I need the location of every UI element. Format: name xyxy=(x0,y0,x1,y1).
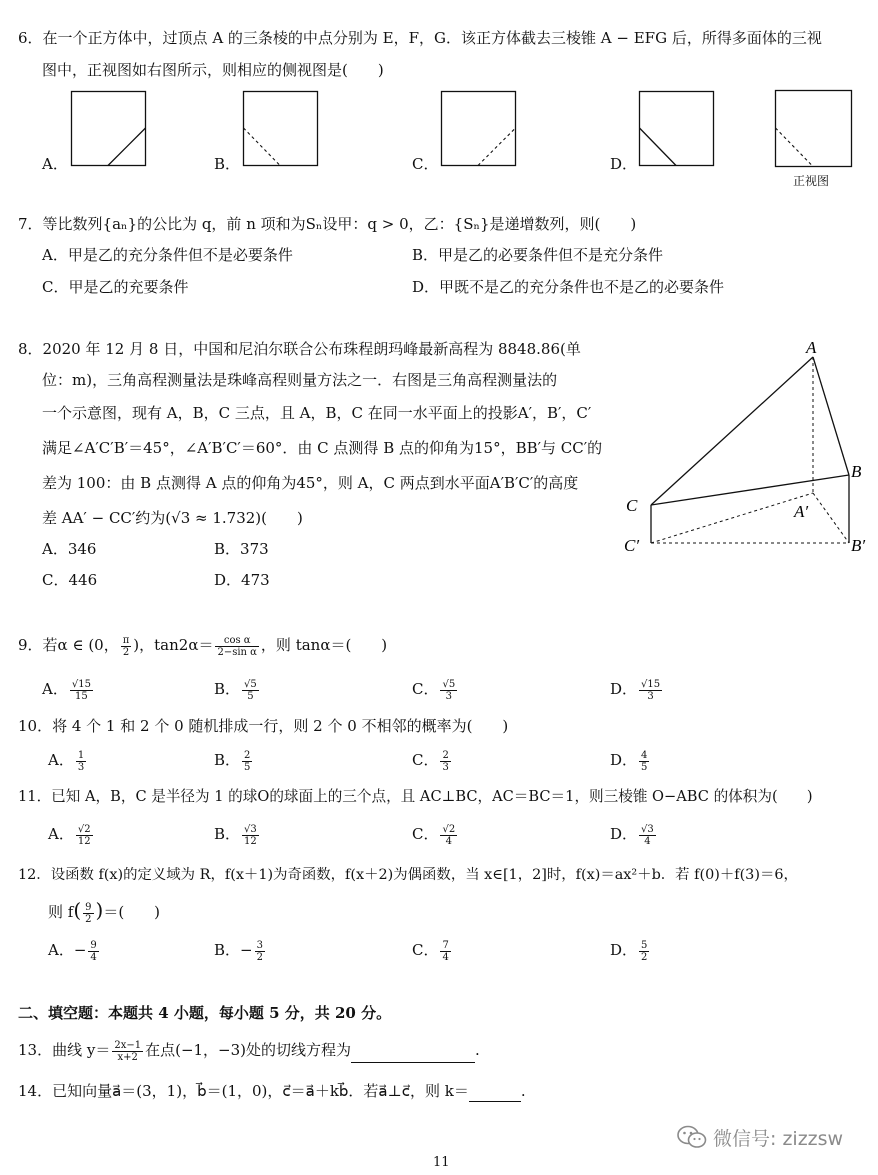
option-label: D． xyxy=(610,751,638,769)
frac-den: 2 xyxy=(122,646,130,658)
frac-den: 2−sin α xyxy=(217,646,257,658)
q6-stem-line1: 6．在一个正方体中，过顶点 A 的三条棱的中点分别为 E，F，G．该正方体截去三棱锥 A − EFG 后，所得多面体的三视 xyxy=(18,29,822,47)
q8-fig-label-a-prime: A′ xyxy=(794,502,809,521)
q8-option-c: C．446 xyxy=(42,571,98,589)
q12-f-prefix: 则 f xyxy=(48,903,74,921)
option-label: C． xyxy=(412,680,439,698)
q9-stem-pre: 9．若α ∈ (0， xyxy=(18,636,119,654)
q6-option-c-figure xyxy=(441,91,517,167)
q8-fig-label-c-prime: C′ xyxy=(624,536,640,555)
option-label: D． xyxy=(610,941,638,959)
frac-den: 4 xyxy=(644,835,651,847)
q9-pi-over-2 xyxy=(121,635,132,658)
q6-option-a-figure xyxy=(71,91,147,167)
q14-answer-blank[interactable] xyxy=(469,1085,521,1102)
frac-den: 2 xyxy=(256,951,263,963)
frac-num: 1 xyxy=(77,749,85,761)
option-fraction xyxy=(242,750,252,773)
option-label: B． xyxy=(214,825,241,843)
q9-stem-post: ，则 tanα＝( ) xyxy=(260,636,388,654)
q10-stem: 10．将 4 个 1 和 2 个 0 随机排成一行，则 2 个 0 不相邻的概率为( ) xyxy=(18,717,509,735)
section-2-heading: 二、填空题：本题共 4 小题，每小题 5 分，共 20 分。 xyxy=(18,1004,392,1022)
q6-option-d-label: D． xyxy=(610,155,638,173)
q8-triangulation-figure xyxy=(620,335,875,560)
q13-fraction xyxy=(112,1040,143,1063)
frac-num: 2x−1 xyxy=(114,1039,142,1051)
q13-pre: 13．曲线 y＝ xyxy=(18,1041,111,1059)
option-fraction xyxy=(242,679,259,702)
frac-num: √2 xyxy=(77,823,91,835)
option-label: A． xyxy=(42,680,68,698)
q9-option-d xyxy=(610,678,664,702)
q8-stem-line3: 一个示意图，现有 A，B，C 三点，且 A，B，C 在同一水平面上的投影A′，B′，C′ xyxy=(42,404,592,422)
q9-stem-mid: )，tan2α＝ xyxy=(133,636,214,654)
frac-den: 3 xyxy=(647,690,654,702)
option-fraction xyxy=(255,940,265,963)
q11-option-c xyxy=(412,823,459,847)
q10-option-c xyxy=(412,749,453,773)
q8-fig-label-b-prime: B′ xyxy=(851,536,866,555)
option-fraction xyxy=(639,750,649,773)
frac-den: 12 xyxy=(77,835,91,847)
q8-fig-label-b: B xyxy=(851,462,862,481)
q8-option-d: D．473 xyxy=(214,571,270,589)
option-fraction xyxy=(76,824,93,847)
page-number: 11 xyxy=(433,1155,450,1170)
watermark-text: 微信号: zizzsw xyxy=(713,1128,844,1150)
option-label: D． xyxy=(610,825,638,843)
q12-stem-line2 xyxy=(48,899,160,925)
q11-stem: 11．已知 A，B，C 是半径为 1 的球O的球面上的三个点，且 AC⊥BC，AC＝BC＝1，则三棱锥 O−ABC 的体积为( ) xyxy=(18,788,813,805)
frac-num: √2 xyxy=(442,823,456,835)
q6-front-view-figure xyxy=(775,90,853,168)
q6-option-a-label: A． xyxy=(42,155,68,173)
q9-fraction xyxy=(215,635,258,658)
q8-stem-line4: 满足∠A′C′B′＝45°，∠A′B′C′＝60°．由 C 点测得 B 点的仰角为15°，BB′与 CC′的 xyxy=(42,439,603,457)
q12-open-paren: ( xyxy=(73,898,82,922)
option-label: B． xyxy=(214,680,241,698)
q13-post: 在点(−1，−3)处的切线方程为 xyxy=(145,1041,352,1059)
frac-num: √15 xyxy=(71,678,91,690)
frac-num: 4 xyxy=(641,749,648,761)
q6-option-c-label: C． xyxy=(412,155,439,173)
frac-num: √5 xyxy=(442,678,456,690)
wechat-icon xyxy=(676,1124,708,1150)
q10-option-b xyxy=(214,749,254,773)
option-fraction xyxy=(440,824,457,847)
frac-den: 5 xyxy=(641,761,648,773)
option-label: D． xyxy=(610,680,638,698)
frac-den: 4 xyxy=(445,835,453,847)
q14-stem xyxy=(18,1080,526,1102)
frac-den: 2 xyxy=(641,951,648,963)
frac-num: 5 xyxy=(641,939,648,951)
option-fraction xyxy=(88,940,98,963)
q6-stem-line2: 图中，正视图如右图所示，则相应的侧视图是( ) xyxy=(42,61,384,79)
frac-den: 4 xyxy=(442,951,449,963)
q9-stem xyxy=(18,634,387,658)
q14-period: . xyxy=(520,1082,526,1100)
frac-num: 9 xyxy=(90,939,97,951)
q9-option-a xyxy=(42,678,95,702)
frac-den: 4 xyxy=(90,951,97,963)
frac-den: 3 xyxy=(442,761,449,773)
q13-stem xyxy=(18,1039,480,1063)
q9-option-b xyxy=(214,678,261,702)
frac-num: √15 xyxy=(641,678,661,690)
frac-den: 2 xyxy=(85,913,92,925)
frac-den: x+2 xyxy=(117,1051,138,1063)
option-fraction xyxy=(76,750,86,773)
q13-answer-blank[interactable] xyxy=(351,1046,475,1063)
q12-close-paren: ) xyxy=(95,898,104,922)
q12-equals-blank: ＝( ) xyxy=(103,903,161,921)
option-label: B． xyxy=(214,751,241,769)
frac-num: 2 xyxy=(244,749,251,761)
q7-option-d: D．甲既不是乙的充分条件也不是乙的必要条件 xyxy=(412,278,725,296)
q12-option-a xyxy=(48,939,101,963)
option-label: B．− xyxy=(214,941,253,959)
option-fraction xyxy=(440,679,457,702)
frac-den: 3 xyxy=(445,690,453,702)
option-label: C． xyxy=(412,941,439,959)
q10-option-d xyxy=(610,749,651,773)
frac-num: 2 xyxy=(442,749,449,761)
frac-den: 5 xyxy=(244,761,251,773)
q6-front-view-label: 正视图 xyxy=(793,174,830,188)
q7-stem: 7．等比数列{aₙ}的公比为 q，前 n 项和为Sₙ设甲：q > 0，乙：{Sₙ}是递增数列，则( ) xyxy=(18,215,637,233)
q6-option-b-figure xyxy=(243,91,319,167)
q8-stem-line1: 8．2020 年 12 月 8 日，中国和尼泊尔联合公布珠程朗玛峰最新高程为 8848.86(单 xyxy=(18,340,581,358)
option-label: C． xyxy=(412,751,439,769)
q8-stem-line2: 位：m)，三角高程测量法是珠峰高程则量方法之一．右图是三角高程测量法的 xyxy=(42,371,558,389)
option-label: A．− xyxy=(48,941,87,959)
q12-option-c xyxy=(412,939,453,963)
q12-option-d xyxy=(610,939,651,963)
frac-num: √5 xyxy=(244,678,257,690)
q12-stem: 12．设函数 f(x)的定义域为 R，f(x＋1)为奇函数，f(x＋2)为偶函数，当 x∈[1，2]时，f(x)＝ax²＋b．若 f(0)＋f(3)＝6， xyxy=(18,867,798,883)
frac-den: 15 xyxy=(75,690,88,702)
q6-option-d-figure xyxy=(639,91,715,167)
frac-num: π xyxy=(122,634,130,646)
q8-option-b: B．373 xyxy=(214,540,269,558)
option-fraction xyxy=(440,940,450,963)
q9-option-c xyxy=(412,678,459,702)
q7-option-b: B．甲是乙的必要条件但不是充分条件 xyxy=(412,246,664,264)
frac-num: √3 xyxy=(641,823,654,835)
q7-option-c: C．甲是乙的充要条件 xyxy=(42,278,189,296)
option-label: C． xyxy=(412,825,439,843)
q14-text: 14．已知向量a⃗＝(3，1)，b⃗＝(1，0)，c⃗＝a⃗＋kb⃗．若a⃗⊥c⃗，则 k＝ xyxy=(18,1082,469,1100)
option-fraction xyxy=(70,679,93,702)
option-fraction xyxy=(242,824,259,847)
option-fraction xyxy=(639,824,656,847)
option-label: A． xyxy=(48,751,74,769)
q12-option-b xyxy=(214,939,267,963)
frac-num: cos α xyxy=(215,635,258,647)
q7-option-a: A．甲是乙的充分条件但不是必要条件 xyxy=(42,246,293,264)
q11-option-a xyxy=(48,823,95,847)
frac-num: 9 xyxy=(85,901,92,913)
q10-option-a xyxy=(48,749,88,773)
option-fraction xyxy=(639,940,649,963)
q11-option-d xyxy=(610,823,658,847)
option-fraction xyxy=(440,750,450,773)
frac-den: 12 xyxy=(244,835,257,847)
frac-den: 5 xyxy=(247,690,254,702)
frac-den: 3 xyxy=(77,761,85,773)
q12-nine-halves xyxy=(83,902,93,925)
q8-stem-line5: 差为 100：由 B 点测得 A 点的仰角为45°，则 A，C 两点到水平面A′B′C′的高度 xyxy=(42,474,579,492)
frac-num: 7 xyxy=(442,939,449,951)
frac-num: √3 xyxy=(244,823,257,835)
q8-fig-label-a: A xyxy=(806,338,817,357)
q6-option-b-label: B． xyxy=(214,155,241,173)
q11-option-b xyxy=(214,823,261,847)
option-fraction xyxy=(639,679,662,702)
frac-num: 3 xyxy=(256,939,263,951)
q8-stem-line6: 差 AA′ − CC′约为(√3 ≈ 1.732)( ) xyxy=(42,509,303,527)
q8-option-a: A．346 xyxy=(42,540,97,558)
q8-fig-label-c: C xyxy=(626,496,638,515)
q13-period: . xyxy=(475,1041,480,1059)
option-label: A． xyxy=(48,825,74,843)
